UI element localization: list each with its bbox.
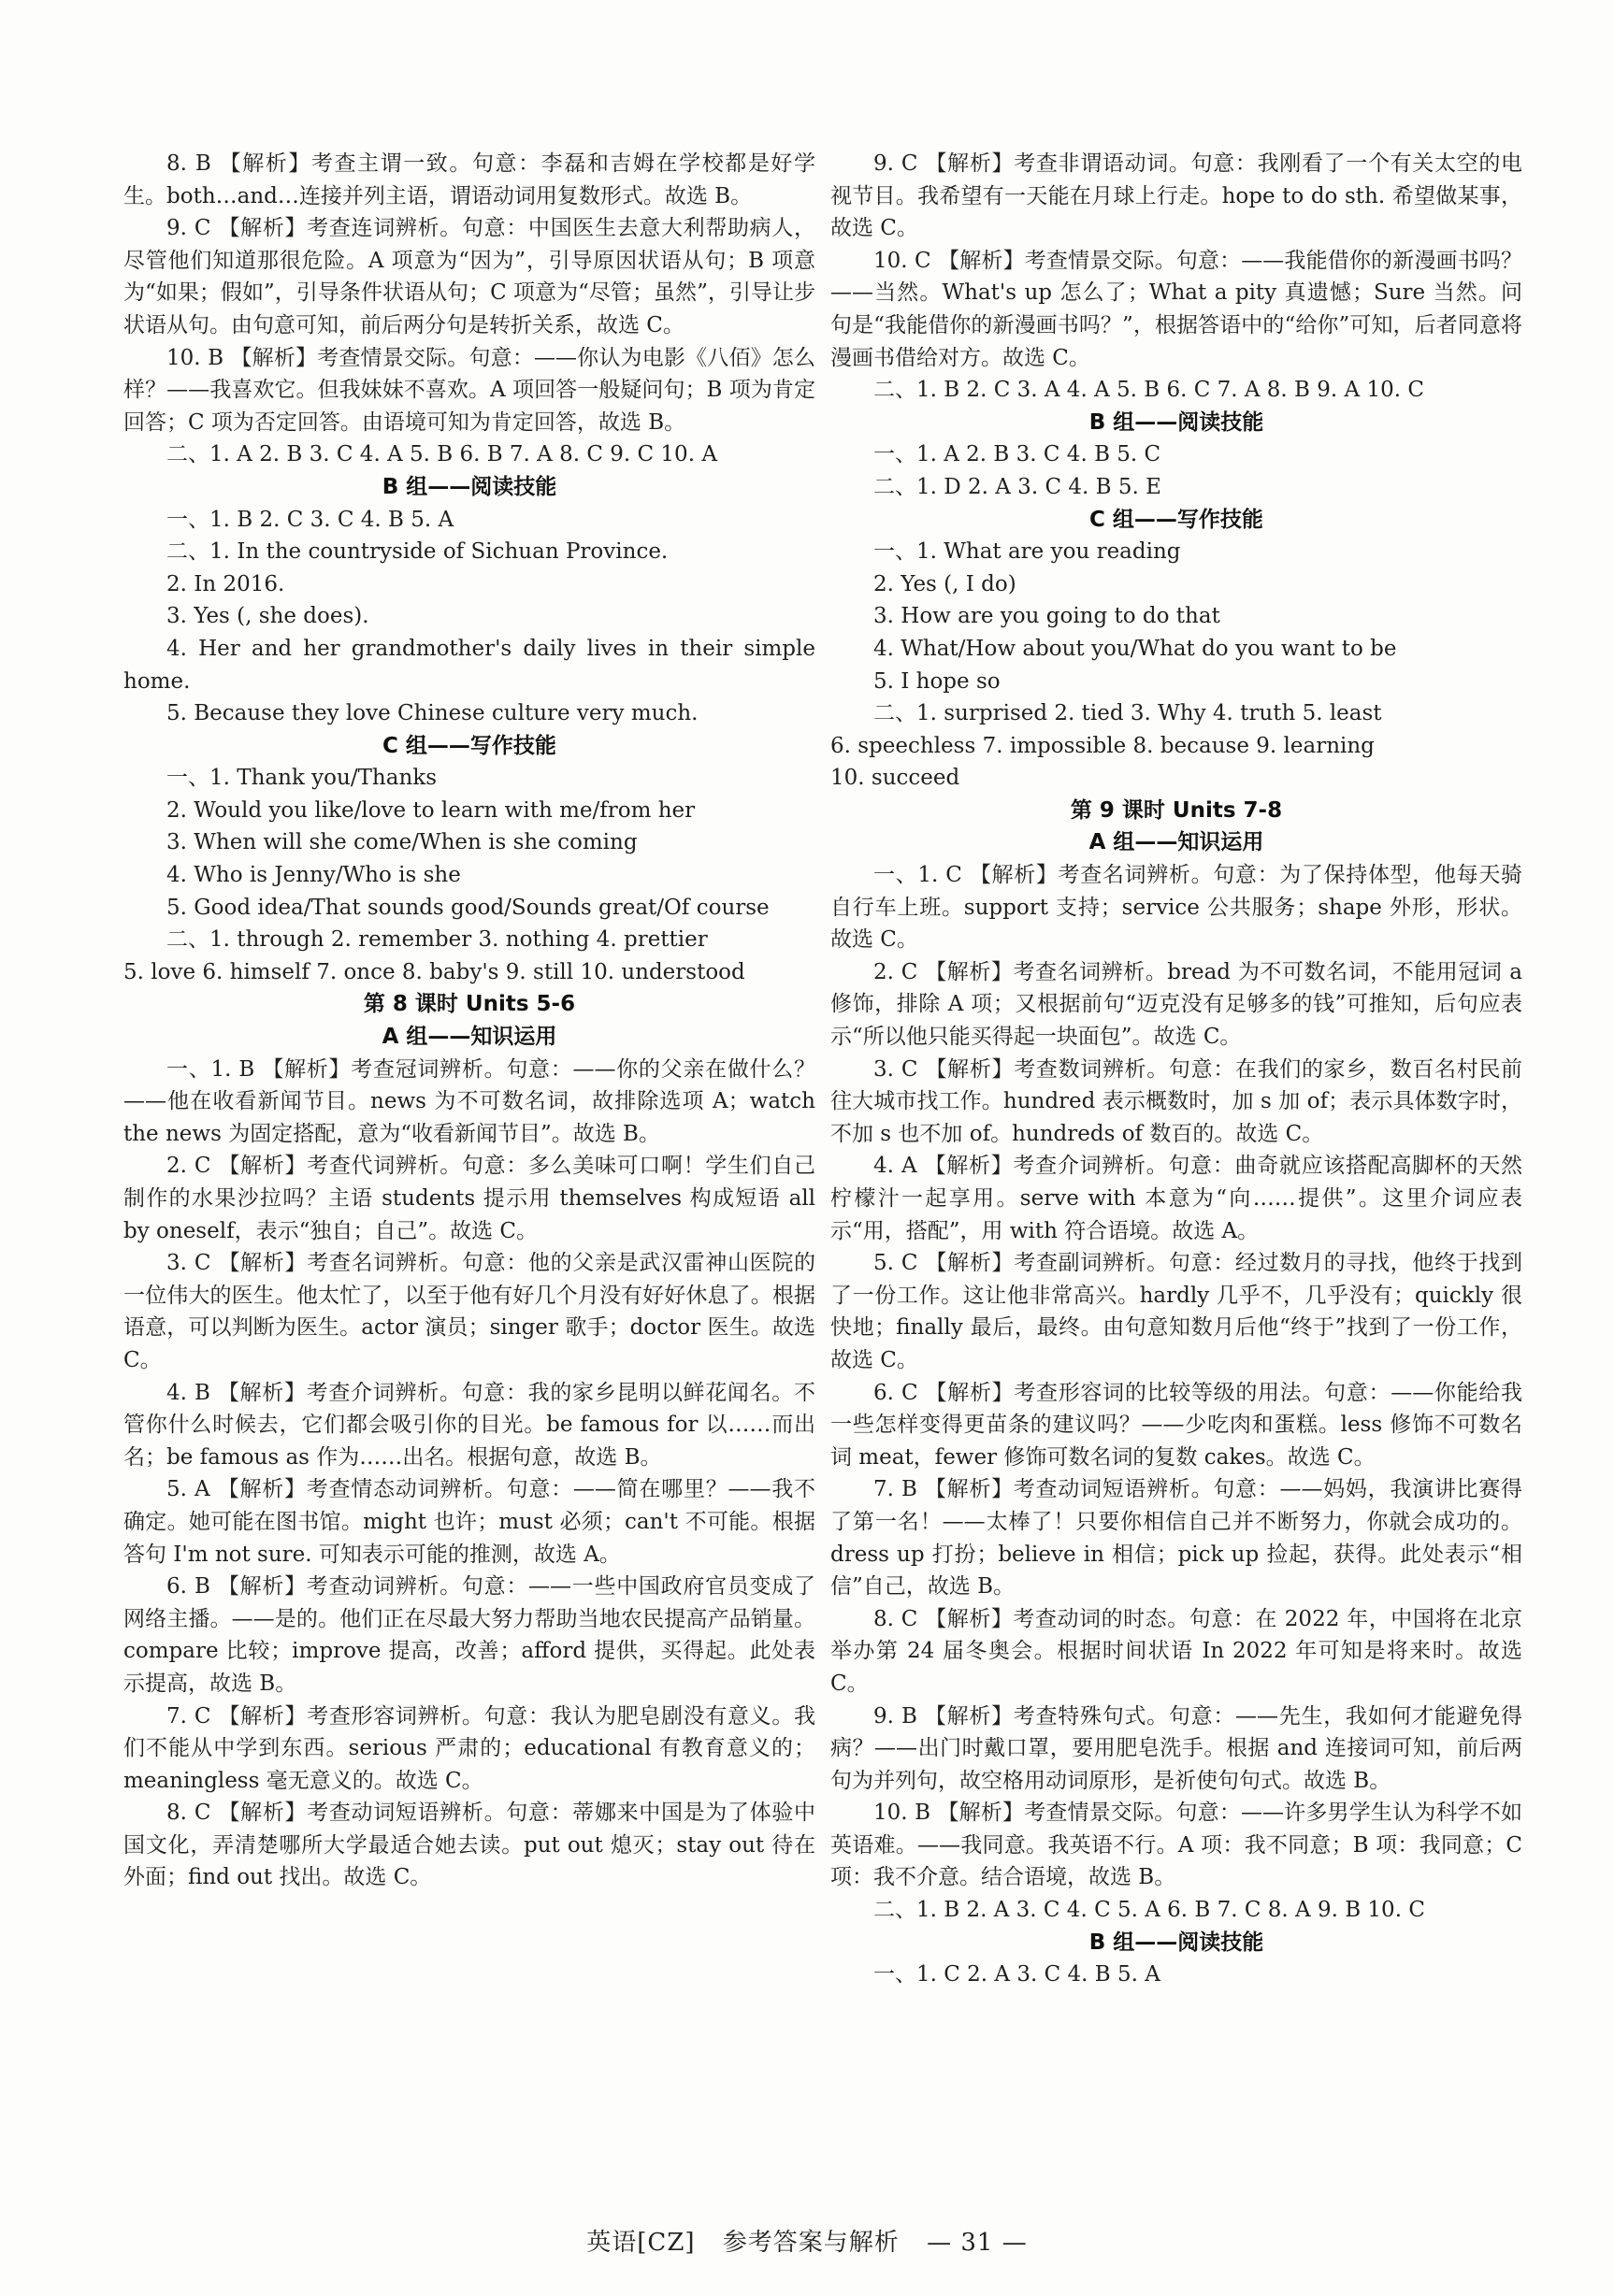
section-heading: 第 8 课时 Units 5-6 [363,992,576,1017]
answer-paragraph: 5. A 【解析】考查情态动词辨析。句意：——简在哪里？——我不确定。她可能在图书馆。might 也许；must 必须；can't 不可能。根据答句 I'm not sure. 可知表示可能的推测，故选 A。 [123,1477,815,1567]
section-heading: C 组——写作技能 [1089,507,1263,532]
footer-title: 参考答案与解析 [722,2229,900,2257]
answer-paragraph: 5. Good idea/That sounds good/Sounds great/Of course [166,895,770,920]
answer-paragraph: 3. How are you going to do that [873,604,1220,629]
answer-paragraph: 2. Yes (, I do) [873,571,1016,596]
answer-paragraph: 二、1. through 2. remember 3. nothing 4. prettier [166,927,708,953]
answer-paragraph: 7. B 【解析】考查动词短语辨析。句意：——妈妈，我演讲比赛得了第一名！——太棒了！只要你相信自己并不断努力，你就会成功的。dress up 打扮；believe in 相信；pick up 捡起，获得。此处表示“相信”自己，故选 B。 [830,1477,1522,1600]
answer-paragraph: 3. C 【解析】考查名词辨析。句意：他的父亲是武汉雷神山医院的一位伟大的医生。他太忙了，以至于他有好几个月没有好好休息了。根据语意，可以判断为医生。actor 演员；singer 歌手；doctor 医生。故选 C。 [123,1251,815,1372]
answer-paragraph: 3. When will she come/When is she coming [166,830,638,855]
answer-paragraph: 4. Her and her grandmother's daily lives in their simple home. [123,636,815,694]
footer-subject: 英语[CZ] [586,2229,696,2257]
answer-paragraph: 一、1. B 2. C 3. C 4. B 5. A [166,507,454,532]
answer-paragraph: 8. C 【解析】考查动词的时态。句意：在 2022 年，中国将在北京举办第 24 届冬奥会。根据时间状语 In 2022 年可知是将来时。故选 C。 [830,1606,1522,1696]
answer-line: 10. succeed [830,766,960,791]
answer-paragraph: 一、1. Thank you/Thanks [166,766,438,791]
answer-paragraph: 9. B 【解析】考查特殊句式。句意：——先生，我如何才能避免得病？——出门时戴口罩，要用肥皂洗手。根据 and 连接词可知，前后两句为并列句，故空格用动词原形，是祈使句句式。故选 B。 [830,1703,1522,1793]
answer-paragraph: 10. C 【解析】考查情景交际。句意：——我能借你的新漫画书吗？——当然。What's up 怎么了；What a pity 真遗憾；Sure 当然。问句是“我能借你的新漫画书吗？”，根据答语中的“给你”可知，后者同意将漫画书借给对方。故选 C。 [830,248,1522,370]
right-column [830,148,1522,1991]
answer-paragraph: 二、1. A 2. B 3. C 4. A 5. B 6. B 7. A 8. C 9. C 10. A [166,442,717,467]
answer-paragraph: 一、1. What are you reading [873,539,1181,565]
answer-paragraph: 9. C 【解析】考查连词辨析。句意：中国医生去意大利帮助病人，尽管他们知道那很危险。A 项意为“因为”，引导原因状语从句；B 项意为“如果；假如”，引导条件状语从句；C 项意为“尽管；虽然”，引导让步状语从句。由句意可知，前后两分句是转折关系，故选 C。 [123,216,815,337]
section-heading: B 组——阅读技能 [1088,1930,1264,1955]
answer-paragraph: 2. C 【解析】考查名词辨析。bread 为不可数名词，不能用冠词 a 修饰，排除 A 项；又根据前句“迈克没有足够多的钱”可推知，后句应表示“所以他只能买得起一块面包”。故选 C。 [830,959,1522,1050]
answer-paragraph: 二、1. D 2. A 3. C 4. B 5. E [873,474,1161,499]
answer-paragraph: 2. C 【解析】考查代词辨析。句意：多么美味可口啊！学生们自己制作的水果沙拉吗？主语 students 提示用 themselves 构成短语 all by oneself，表示“独自；自己”。故选 C。 [123,1154,815,1243]
answer-paragraph: 9. C 【解析】考查非谓语动词。句意：我刚看了一个有关太空的电视节目。我希望有一天能在月球上行走。hope to do sth. 希望做某事，故选 C。 [830,151,1522,241]
answer-line: 6. speechless 7. impossible 8. because 9. learning [830,733,1375,758]
answer-paragraph: 4. What/How about you/What do you want to be [873,636,1397,661]
page-footer [0,2223,1614,2258]
answer-paragraph: 一、1. B 【解析】考查冠词辨析。句意：——你的父亲在做什么？——他在收看新闻节目。news 为不可数名词，故排除选项 A；watch the news 为固定搭配，意为“收看新闻节目”。故选 B。 [123,1056,815,1146]
section-heading: B 组——阅读技能 [382,474,557,499]
answer-paragraph: 4. A 【解析】考查介词辨析。句意：曲奇就应该搭配高脚杯的天然柠檬汁一起享用。serve with 本意为“向……提供”。这里介词应表示“用，搭配”，用 with 符合语境。故选 A。 [830,1154,1522,1243]
answer-paragraph: 一、1. A 2. B 3. C 4. B 5. C [873,442,1161,467]
answer-paragraph: 4. B 【解析】考查介词辨析。句意：我的家乡昆明以鲜花闻名。不管你什么时候去，它们都会吸引你的目光。be famous for 以……而出名；be famous as 作为……出名。根据句意，故选 B。 [123,1380,815,1470]
answer-paragraph: 二、1. B 2. C 3. A 4. A 5. B 6. C 7. A 8. B 9. A 10. C [873,378,1424,403]
answer-paragraph: 6. C 【解析】考查形容词的比较等级的用法。句意：——你能给我一些怎样变得更苗条的建议吗？——少吃肉和蛋糕。less 修饰不可数名词 meat，fewer 修饰可数名词的复数 cakes。故选 C。 [830,1380,1522,1470]
answer-paragraph: 3. C 【解析】考查数词辨析。句意：在我们的家乡，数百名村民前往大城市找工作。hundred 表示概数时，加 s 加 of；表示具体数字时，不加 s 也不加 of。hundreds of 数百的。故选 C。 [830,1056,1522,1146]
answer-paragraph: 2. In 2016. [166,571,285,596]
answer-paragraph: 一、1. C 【解析】考查名词辨析。句意：为了保持体型，他每天骑自行车上班。support 支持；service 公共服务；shape 外形，形状。故选 C。 [830,863,1522,953]
answer-paragraph: 10. B 【解析】考查情景交际。句意：——许多男学生认为科学不如英语难。——我同意。我英语不行。A 项：我不同意；B 项：我同意；C 项：我不介意。结合语境，故选 B。 [830,1801,1522,1890]
section-heading: A 组——知识运用 [382,1025,557,1050]
answer-paragraph: 二、1. B 2. A 3. C 4. C 5. A 6. B 7. C 8. A 9. B 10. C [873,1898,1425,1923]
answer-line: 5. love 6. himself 7. once 8. baby's 9. still 10. understood [123,959,745,984]
answer-paragraph: 10. B 【解析】考查情景交际。句意：——你认为电影《八佰》怎么样？——我喜欢它。但我妹妹不喜欢。A 项回答一般疑问句；B 项为肯定回答；C 项为否定回答。由语境可知为肯定回答，故选 B。 [123,345,815,435]
answer-paragraph: 二、1. In the countryside of Sichuan Province. [166,539,669,565]
section-heading: B 组——阅读技能 [1088,409,1264,435]
answer-paragraph: 2. Would you like/love to learn with me/from her [166,797,696,823]
answer-paragraph: 8. B 【解析】考查主谓一致。句意：李磊和吉姆在学校都是好学生。both…and…连接并列主语，谓语动词用复数形式。故选 B。 [123,151,815,208]
section-heading: 第 9 课时 Units 7-8 [1070,797,1283,823]
answer-paragraph: 7. C 【解析】考查形容词辨析。句意：我认为肥皂剧没有意义。我们不能从中学到东西。serious 严肃的；educational 有教育意义的；meaningless 毫无意义的。故选 C。 [123,1703,815,1793]
answer-paragraph: 5. C 【解析】考查副词辨析。句意：经过数月的寻找，他终于找到了一份工作。这让他非常高兴。hardly 几乎不，几乎没有；quickly 很快地；finally 最后，最终。由句意知数月后他“终于”找到了一份工作，故选 C。 [830,1251,1522,1372]
answer-paragraph: 6. B 【解析】考查动词辨析。句意：——一些中国政府官员变成了网络主播。——是的。他们正在尽最大努力帮助当地农民提高产品销量。compare 比较；improve 提高，改善；afford 提供，买得起。此处表示提高，故选 B。 [123,1574,815,1696]
answer-paragraph: 一、1. C 2. A 3. C 4. B 5. A [873,1962,1160,1987]
section-heading: A 组——知识运用 [1088,830,1264,855]
answer-paragraph: 5. I hope so [873,668,1001,694]
page-number: — 31 — [927,2229,1028,2257]
answer-paragraph: 二、1. surprised 2. tied 3. Why 4. truth 5. least [873,701,1382,726]
left-column [123,148,815,1894]
answer-paragraph: 5. Because they love Chinese culture very much. [166,701,699,726]
answer-paragraph: 3. Yes (, she does). [166,604,369,629]
section-heading: C 组——写作技能 [382,733,556,758]
answer-paragraph: 4. Who is Jenny/Who is she [166,863,461,888]
answer-paragraph: 8. C 【解析】考查动词短语辨析。句意：蒂娜来中国是为了体验中国文化，弄清楚哪所大学最适合她去读。put out 熄灭；stay out 待在外面；find out 找出。故选 C。 [123,1801,815,1890]
